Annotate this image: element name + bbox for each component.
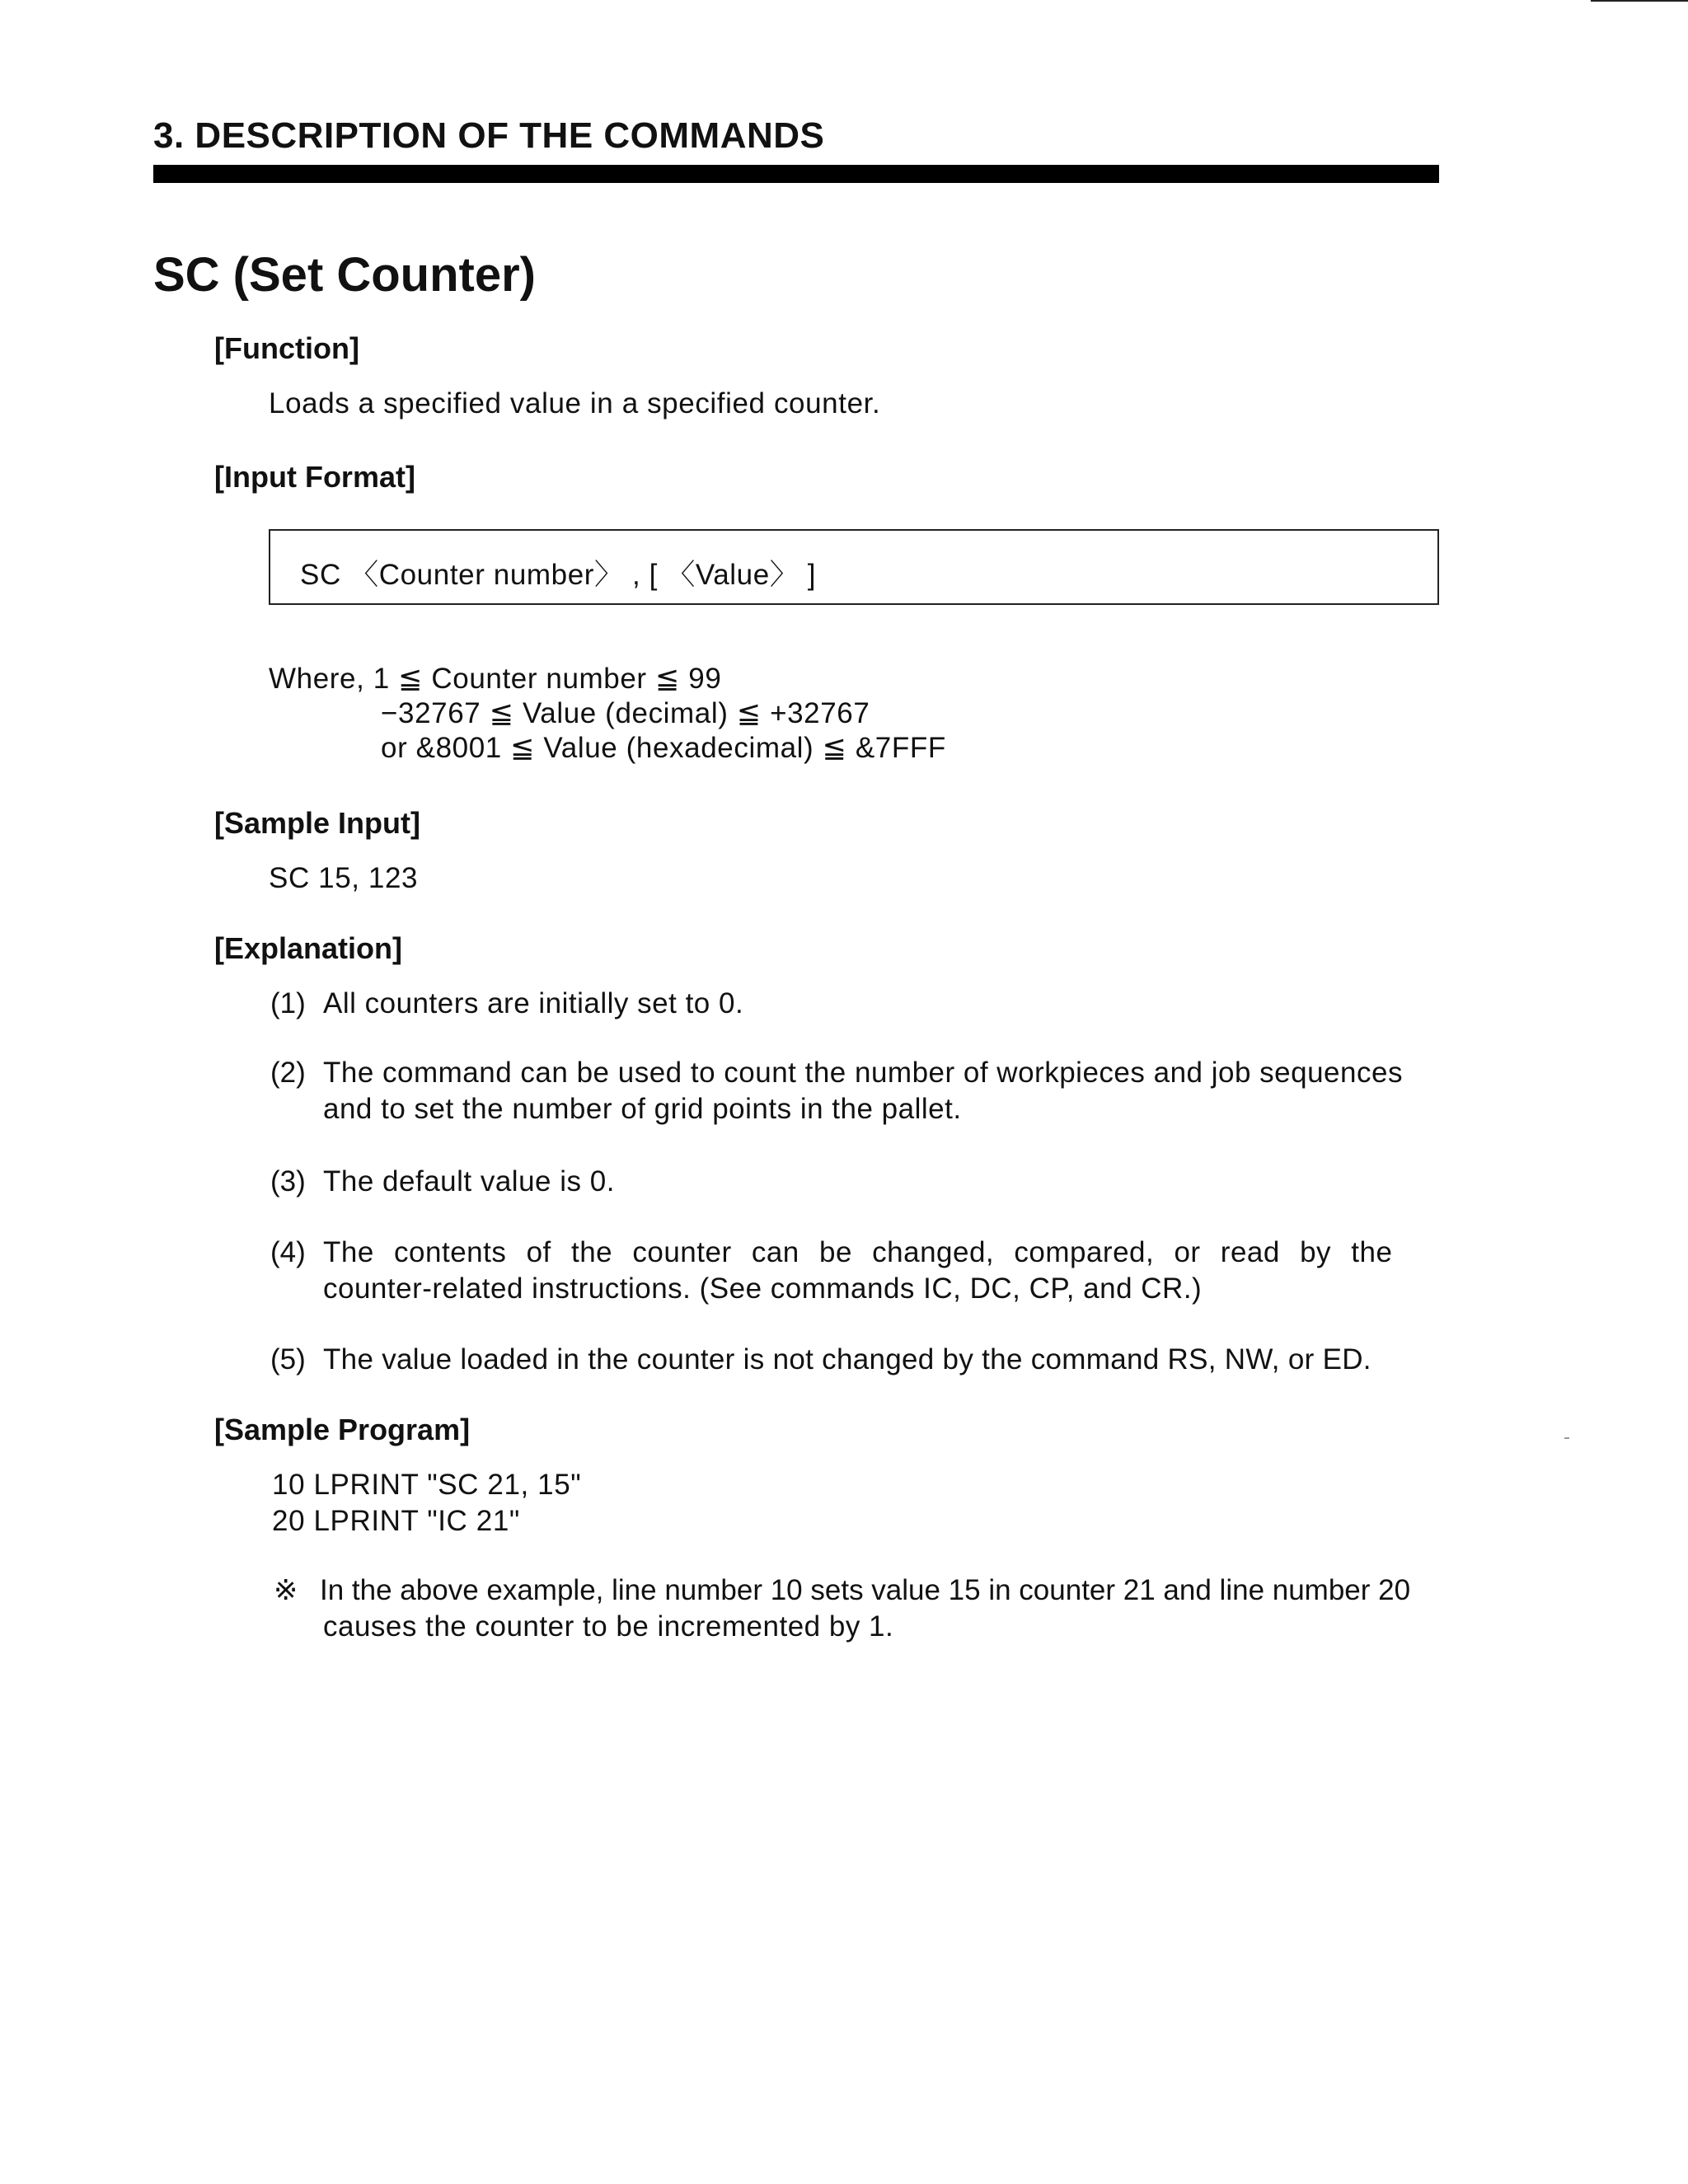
explanation-item-number: (3) <box>270 1165 306 1197</box>
margin-tick <box>1564 1437 1569 1439</box>
explanation-item-text: All counters are initially set to 0. <box>323 987 744 1019</box>
sample-program-line: 10 LPRINT "SC 21, 15" <box>272 1469 582 1501</box>
where-line-2: −32767 ≦ Value (decimal) ≦ +32767 <box>381 697 870 729</box>
explanation-item-number: (4) <box>270 1236 306 1268</box>
explanation-item-text: counter-related instructions. (See commands IC, DC, CP, and CR.) <box>323 1272 1203 1305</box>
explanation-item-text: The command can be used to count the number of workpieces and job sequences <box>323 1057 1403 1089</box>
function-text: Loads a specified value in a specified counter. <box>269 387 881 419</box>
chapter-rule <box>153 165 1439 183</box>
sample-input-label: [Sample Input] <box>214 806 420 840</box>
explanation-item-text: The value loaded in the counter is not changed by the command RS, NW, or ED. <box>323 1343 1372 1376</box>
sample-program-label: [Sample Program] <box>214 1413 471 1446</box>
chapter-heading: 3. DESCRIPTION OF THE COMMANDS <box>153 115 825 156</box>
where-line-3: or &8001 ≦ Value (hexadecimal) ≦ &7FFF <box>381 732 946 764</box>
input-format-box <box>269 529 1439 605</box>
explanation-item-number: (5) <box>270 1343 306 1376</box>
function-label: [Function] <box>214 331 359 365</box>
corner-rule <box>1591 0 1688 2</box>
explanation-item-number: (1) <box>270 987 306 1019</box>
explanation-item-text: The contents of the counter can be changed, compared, or read by the <box>323 1236 1393 1268</box>
explanation-item-number: (2) <box>270 1057 306 1089</box>
explanation-item-text: and to set the number of grid points in the pallet. <box>323 1093 962 1125</box>
note-mark: ※ <box>274 1574 298 1606</box>
note-text: In the above example, line number 10 sets value 15 in counter 21 and line number 20 <box>320 1574 1411 1606</box>
input-format-syntax: SC 〈Counter number〉 , [ 〈Value〉 ] <box>300 559 817 591</box>
sample-program-line: 20 LPRINT "IC 21" <box>272 1505 520 1537</box>
input-format-label: [Input Format] <box>214 460 415 494</box>
explanation-label: [Explanation] <box>214 931 403 965</box>
where-line-1: Where, 1 ≦ Counter number ≦ 99 <box>269 663 722 695</box>
explanation-item-text: The default value is 0. <box>323 1165 615 1197</box>
command-title: SC (Set Counter) <box>153 248 536 302</box>
sample-input-text: SC 15, 123 <box>269 862 419 894</box>
note-text: causes the counter to be incremented by 1. <box>323 1610 894 1643</box>
